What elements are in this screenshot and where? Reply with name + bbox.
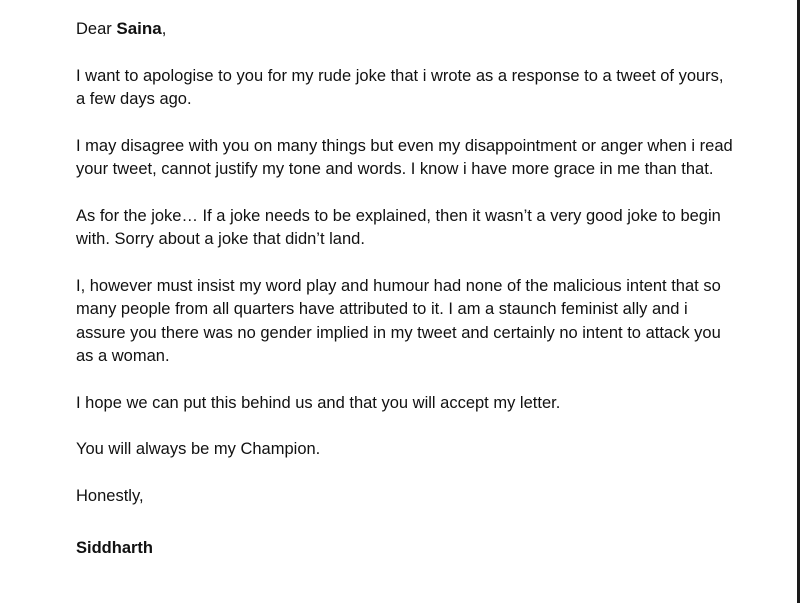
apology-letter xyxy=(76,17,736,584)
greeting-suffix: , xyxy=(161,20,167,38)
salutation xyxy=(76,17,736,42)
signature: Siddharth xyxy=(76,539,153,557)
paragraph-hope: I hope we can put this behind us and that you will accept my letter. xyxy=(76,393,561,412)
paragraph-champion: You will always be my Champion. xyxy=(76,440,321,458)
paragraph-apology: I want to apologise to you for my rude joke that i wrote as a response to a tweet of yours, a few days ago. xyxy=(76,66,724,108)
paragraph-joke: As for the joke… If a joke needs to be explained, then it wasn’t a very good joke to begin with. Sorry about a joke that didn’t land. xyxy=(76,206,721,248)
recipient-name: Saina xyxy=(116,19,162,38)
paragraph-disagreement: I may disagree with you on many things but even my disappointment or anger when i read your tweet, cannot justify my tone and words. I know i have more grace in me than that. xyxy=(76,136,733,178)
greeting-prefix: Dear xyxy=(76,20,117,38)
paragraph-intent: I, however must insist my word play and humour had none of the malicious intent that so many people from all quarters have attributed to it. I am a staunch feminist ally and i assure you there was no gender implied in my tweet and certainly no intent to attack you as a woman. xyxy=(76,276,721,365)
closing: Honestly, xyxy=(76,486,144,505)
